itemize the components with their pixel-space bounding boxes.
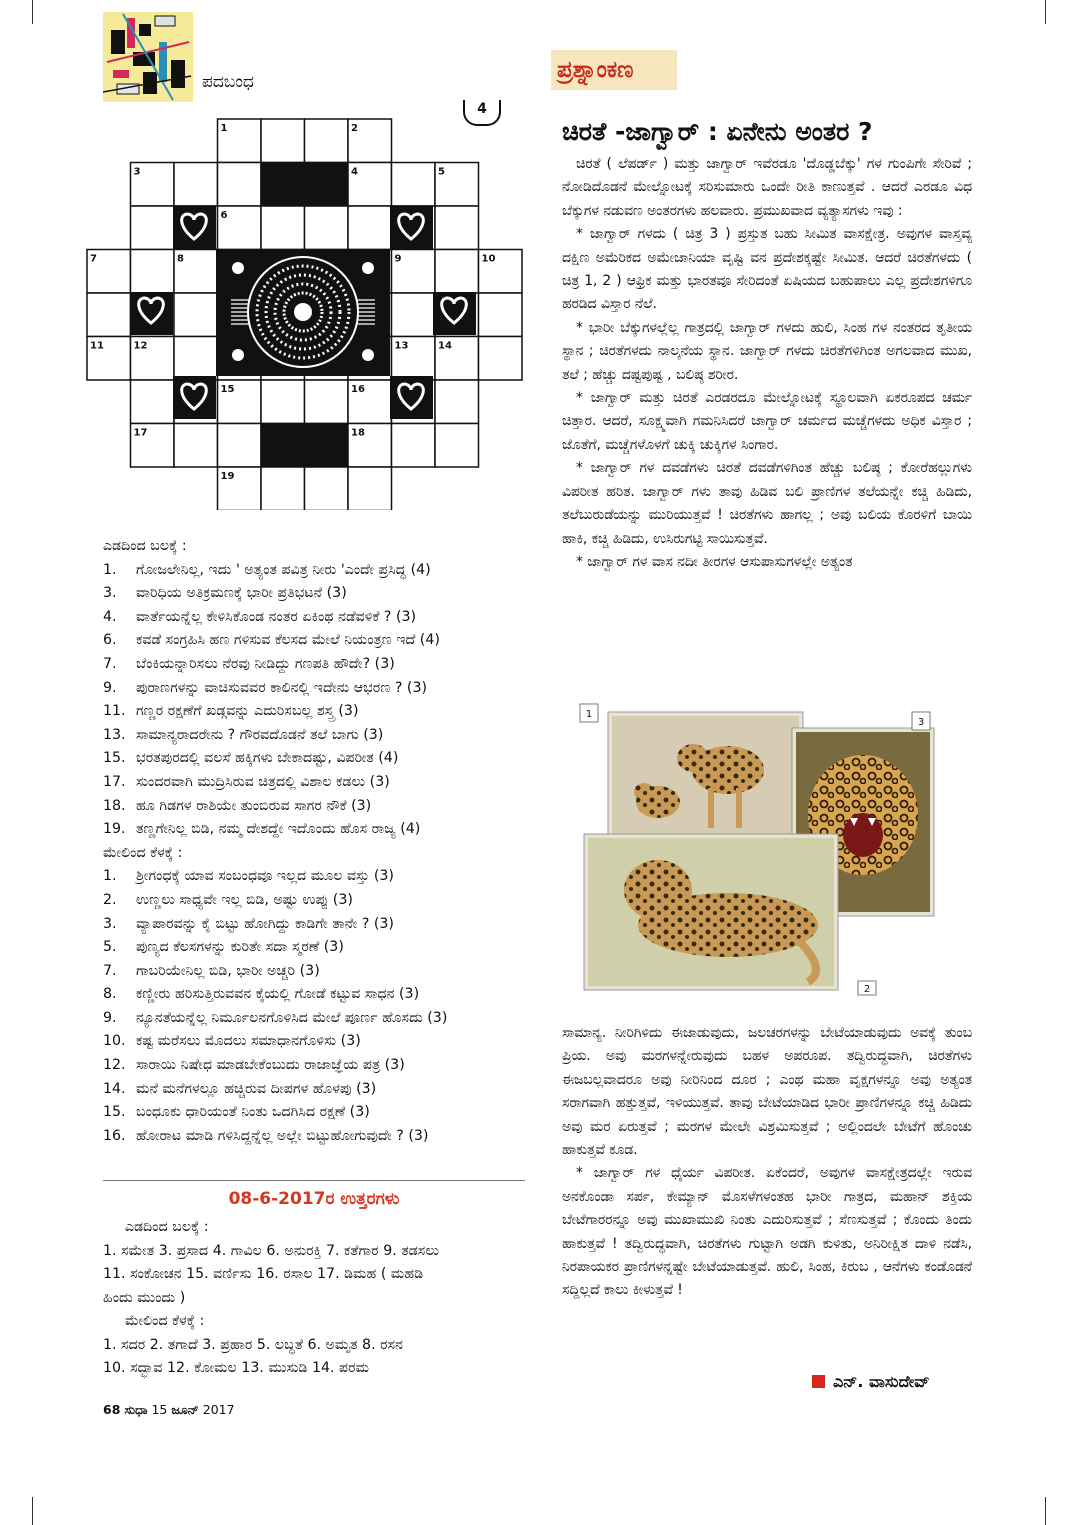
clue-text: ವ್ಯಾಪಾರವನ್ನು ಕೈ ಬಿಟ್ಟು ಹೋಗಿದ್ದು ಕಾಡಿಗೇ ತಾನೇ ? (3) [136,915,394,932]
clue-number: 4. [103,608,117,625]
grid-cell[interactable] [87,293,131,337]
answers-across-line: 11. ಸಂಕೋಚನ 15. ವರ್ಣಿಸು 16. ರಸಾಲ 17. ಡಿಮಹ ( ಮಹಡಿ [103,1266,424,1282]
author-name: ಎನ್. ವಾಸುದೇವ್ [833,1372,930,1391]
clue-number-label: 1 [220,123,228,134]
clue-text: ಕಷ್ಟ ಮರೆಸಲು ಮೊದಲು ಸಮಾಧಾನಗೊಳಿಸು (3) [136,1033,361,1050]
grid-cell[interactable] [131,250,175,294]
article-paragraph: ಚಿರತೆ ( ಲೆಪರ್ಡ್ ) ಮತ್ತು ಜಾಗ್ವಾರ್ ಇವೆರಡೂ 'ದೊಡ್ಡಬೆಕ್ಕು' ಗಳ ಗುಂಪಿಗೇ ಸೇರಿವೆ ; ನೋಡಿದೊಡನೆ ಮೇಲ್ನೋಟಕ್ಕೆ ಸರಿಸುಮಾರು ಒಂದೇ ರೀತಿ ಕಾಣುತ್ತವೆ . ಆದರೆ ಎರಡೂ ವಿಧ ಬೆಕ್ಕುಗಳ ನಡುವಣ ಅಂತರಗಳು ಹಲವಾರು. ಪ್ರಮುಖವಾದ ವ್ಯತ್ಯಾಸಗಳು ಇವು : [562,156,972,219]
clue-text: ಭರತಪುರದಲ್ಲಿ ವಲಸೆ ಹಕ್ಕಿಗಳು ಬೇಕಾದಷ್ಟು, ವಿಪರೀತ (4) [136,750,399,767]
clue-text: ಸುಂದರವಾಗಿ ಮುದ್ರಿಸಿರುವ ಚಿತ್ರದಲ್ಲಿ ವಿಶಾಲ ಕಡಲು (3) [136,773,390,790]
author-byline [812,1372,930,1392]
clue-number-label: 2 [351,123,358,134]
photo-badge [858,981,876,995]
across-clue [103,818,533,842]
svg-text:1: 1 [585,709,593,720]
clue-number-label: 11 [90,340,104,352]
black-square [261,163,305,207]
clue-text: ಬಂಧೂಕು ಧಾರಿಯಂತೆ ನಿಂತು ಒದಗಿಸಿದ ರಕ್ಷಣೆ (3) [136,1104,370,1121]
clue-number: 11. [103,703,126,720]
clue-number: 15. [103,750,126,767]
down-clue [103,936,533,960]
article-body-bottom [562,1022,972,1303]
answers-title: 08-6-2017ರ ಉತ್ತರಗಳು [228,1189,400,1209]
across-clue [103,724,533,748]
article-paragraph: * ಜಾಗ್ವಾರ್ ಗಳದು ( ಚಿತ್ರ 3 ) ಪ್ರಸ್ತುತ ಬಹು ಸೀಮಿತ ವಾಸಕ್ಷೇತ್ರ. ಅವುಗಳ ವಾಸ್ತವ್ಯ ದಕ್ಷಿಣ ಅಮೆರಿಕದ ಅಮೇಜಾನಿಯಾ ವೃಷ್ಟಿ ವನ ಪ್ರದೇಶಕ್ಕಷ್ಟೇ ಸೀಮಿತ. ಆದರೆ ಚಿರತೆಗಳದು ( ಚಿತ್ರ 1, 2 ) ಆಫ್ರಿಕ ಮತ್ತು ಭಾರತವೂ ಸೇರಿದಂತೆ ಏಷಿಯದ ಬಹುಪಾಲು ಎಲ್ಲ ಪ್ರದೇಶಗಳಿಗೂ ಹರಡಿದ ವಿಸ್ತಾರ ನೆಲೆ. [562,226,972,313]
clue-number: 14. [103,1080,126,1097]
down-clue [103,1030,533,1054]
svg-text:2: 2 [863,984,871,995]
grid-cell[interactable] [261,206,305,250]
clue-text: ಹೂ ಗಿಡಗಳ ರಾಶಿಯೇ ತುಂಬಿರುವ ಸಾಗರ ನೌಕೆ (3) [136,797,372,814]
across-clue [103,677,533,701]
grid-cell[interactable] [435,250,479,294]
answers-down-heading: ಮೇಲಿಂದ ಕೆಳಕ್ಕೆ : [125,1313,205,1329]
clue-number-label: 12 [133,340,148,352]
clue-number-label: 13 [394,340,409,352]
across-clue [103,629,533,653]
grid-cell[interactable] [392,293,436,337]
photo-leopard-lying [584,834,838,990]
clue-number: 16. [103,1127,126,1144]
grid-cell[interactable] [348,206,392,250]
clue-number: 19. [103,821,126,838]
grid-cell[interactable] [479,337,523,381]
grid-cell[interactable] [131,380,175,424]
grid-cell[interactable] [305,119,349,163]
clue-text: ಗಾಬರಿಯೇನಿಲ್ಲ ಬಿಡಿ, ಭಾರೀ ಅಚ್ಚರಿ (3) [136,962,320,979]
divider [103,1180,525,1181]
clue-text: ತಣ್ಣಗೇನಿಲ್ಲ ಬಿಡಿ, ನಮ್ಮ ದೇಶದ್ದೇ ಇದೊಂದು ಹೊಸ ರಾಜ್ಯ (4) [136,821,421,838]
clue-number: 1. [103,868,117,885]
center-motif [216,249,390,376]
crop-mark [1045,1497,1058,1525]
grid-cell[interactable] [305,206,349,250]
article-paragraph: * ಜಾಗ್ವಾರ್ ಮತ್ತು ಚಿರತೆ ಎರಡರದೂ ಮೇಲ್ನೋಟಕ್ಕೆ ಸ್ಥೂಲವಾಗಿ ಏಕರೂಪದ ಚರ್ಮ ಚಿತ್ತಾರ. ಆದರೆ, ಸೂಕ್ಷ್ಮವಾಗಿ ಗಮನಿಸಿದರೆ ಜಾಗ್ವಾರ್ ಚರ್ಮದ ಮಚ್ಚೆಗಳದು ಅಧಿಕ ವಿಸ್ತಾರ ; ಜೊತೆಗೆ, ಮಚ್ಚೆಗಳೊಳಗೆ ಚುಕ್ಕಿ ಚುಕ್ಕಿಗಳ ಸಿಂಗಾರ. [562,390,972,453]
photo-badge [580,704,598,722]
article-paragraph: * ಜಾಗ್ವಾರ್ ಗಳ ದವಡೆಗಳು ಚಿರತೆ ದವಡೆಗಳಿಗಿಂತ ಹೆಚ್ಚು ಬಲಿಷ್ಠ ; ಕೋರೆಹಲ್ಲುಗಳು ವಿಪರೀತ ಹರಿತ. ಜಾಗ್ವಾರ್ ಗಳು ತಾವು ಹಿಡಿವ ಬಲಿ ಪ್ರಾಣಿಗಳ ತಲೆಯನ್ನೇ ಕಚ್ಚಿ ಹಿಡಿದು, ತಲೆಬುರುಡೆಯನ್ನು ಮುರಿಯುತ್ತವೆ ! ಚಿರತೆಗಳು ಹಾಗಲ್ಲ ; ಅವು ಬಲಿಯ ಕೊರಳಿಗೆ ಬಾಯಿ ಹಾಕಿ, ಕಚ್ಚಿ ಹಿಡಿದು, ಉಸಿರುಗಟ್ಟಿ ಸಾಯಿಸುತ್ತವೆ. [562,460,972,547]
answers-down-line: 1. ಸದರ 2. ತಗಾದೆ 3. ಪ್ರಹಾರ 5. ಲಬ್ಧತೆ 6. ಅಮೃತ 8. ರಸನ [103,1336,404,1353]
down-clue [103,1054,533,1078]
clue-number: 6. [103,632,117,649]
clue-number: 15. [103,1104,126,1121]
across-clue [103,795,533,819]
clue-number: 13. [103,726,126,743]
grid-cell[interactable] [174,293,218,337]
magazine-name: ಸುಧಾ [124,1402,148,1417]
grid-cell[interactable] [348,467,392,510]
grid-cell[interactable] [261,119,305,163]
clue-number-label: 10 [481,253,496,265]
across-clue [103,582,533,606]
clue-number-label: 3 [133,166,141,178]
clue-text: ಮನೆ ಮನೆಗಳಲ್ಲೂ ಹಚ್ಚಿರುವ ದೀಪಗಳ ಹೊಳಪು (3) [136,1080,377,1097]
answers-block [103,1216,523,1381]
clue-text: ಸಾರಾಯಿ ನಿಷೇಧ ಮಾಡಬೇಕೆಂಬುದು ರಾಜಾಜ್ಞೆಯ ಪತ್ರ (3) [136,1057,405,1074]
down-clue [103,1125,533,1149]
across-clue [103,700,533,724]
puzzle-logo [103,12,193,102]
grid-cell[interactable] [174,337,218,381]
clue-number-label: 5 [438,166,445,178]
clue-number-label: 14 [438,340,452,352]
clue-text: ಗೋಜಲೇನಿಲ್ಲ, ಇದು ' ಅತ್ಯಂತ ಪವಿತ್ರ ನೀರು 'ಎಂದೇ ಪ್ರಸಿದ್ಧ (4) [136,561,431,578]
clue-text: ಹೋರಾಟ ಮಾಡಿ ಗಳಿಸಿದ್ದನ್ನೆಲ್ಲ ಅಲ್ಲೇ ಬಿಟ್ಟುಹೋಗುವುದೇ ? (3) [136,1127,429,1144]
clue-number-label: 16 [351,384,365,395]
clue-number-label: 17 [133,427,148,439]
clue-text: ವಾರಿಧಿಯ ಅತಿಕ್ರಮಣಕ್ಕೆ ಭಾರೀ ಪ್ರತಿಭಟನೆ (3) [136,585,347,602]
clue-number: 3. [103,915,117,932]
grid-cell[interactable] [261,380,305,424]
grid-cell[interactable] [392,163,436,207]
clue-number-label: 15 [220,384,235,395]
clue-number: 10. [103,1033,126,1050]
down-clue [103,1007,533,1031]
article-title: ಚಿರತೆ -ಜಾಗ್ವಾರ್ : ಏನೇನು ಅಂತರ ? [562,117,873,146]
grid-cell[interactable] [218,424,262,468]
svg-text:3: 3 [917,717,925,728]
heart-icon [433,292,476,335]
puzzle-title: ಪದಬಂಧ [202,72,254,92]
heart-icon [130,292,173,335]
down-clue [103,889,533,913]
clue-number: 1. [103,561,117,578]
grid-cell[interactable] [218,163,262,207]
byline-marker [812,1375,825,1388]
clue-text: ನ್ಯೂನತೆಯನ್ನೆಲ್ಲ ನಿರ್ಮೂಲನಗೊಳಿಸಿದ ಮೇಲೆ ಪೂರ್ಣ ಹೊಸದು (3) [136,1009,448,1026]
grid-cell[interactable] [392,424,436,468]
clue-text: ಬೆಂಕಿಯನ್ನಾರಿಸಲು ನೆರವು ನೀಡಿದ್ದು ಗಣಪತಿ ಹೌದೇ? (3) [136,655,395,672]
clue-text: ಪುಣ್ಯದ ಕೆಲಸಗಳನ್ನು ಕುರಿತೇ ಸದಾ ಸ್ಮರಣೆ (3) [136,939,344,956]
answers-down-line: 10. ಸದ್ಭಾವ 12. ಕೋಮಲ 13. ಮುಸುಡಿ 14. ಪರಮ [103,1360,370,1376]
grid-cell[interactable] [305,380,349,424]
page-footer [103,1402,235,1418]
grid-cell[interactable] [174,424,218,468]
across-clues [103,535,533,1148]
down-clue [103,1101,533,1125]
photo-badge [912,712,930,730]
clue-number-label: 18 [351,427,365,439]
grid-cell[interactable] [435,424,479,468]
heart-icon [173,376,216,419]
clue-number: 7. [103,655,117,672]
crossword-grid[interactable] [83,115,523,510]
clue-text: ಕವಡೆ ಸಂಗ್ರಹಿಸಿ ಹಣ ಗಳಿಸುವ ಕೆಲಸದ ಮೇಲೆ ನಿಯಂತ್ರಣ ಇದೆ (4) [136,632,440,649]
heart-icon [173,206,216,249]
article-paragraph: * ಜಾಗ್ವಾರ್ ಗಳ ಧೈರ್ಯ ವಿಪರೀತ. ಏಕೆಂದರೆ, ಅವುಗಳ ವಾಸಕ್ಷೇತ್ರದಲ್ಲೇ ಇರುವ ಅನಕೊಂಡಾ ಸರ್ಪ, ಕೇಮ್ಯಾನ್ ಮೊಸಳೆಗಳಂತಹ ಭಾರೀ ಗಾತ್ರದ, ಮಹಾನ್ ಶಕ್ತಿಯ ಬೇಟೆಗಾರರನ್ನೂ ಅವು ಮುಖಾಮುಖಿ ನಿಂತು ಎದುರಿಸುತ್ತವೆ ; ಸೆಣಸುತ್ತವೆ ; ಕೊಂದು ತಿಂದು ಹಾಕುತ್ತವೆ ! ತದ್ವಿರುದ್ಧವಾಗಿ, ಚಿರತೆಗಳು ಗುಟ್ಟಾಗಿ ಅಡಗಿ ಕುಳಿತು, ಅನಿರೀಕ್ಷಿತ ದಾಳಿ ನಡೆಸಿ, ನಿರಪಾಯಕರ ಪ್ರಾಣಿಗಳನ್ನಷ್ಟೇ ಬೇಟೆಯಾಡುತ್ತವೆ. ಹುಲಿ, ಸಿಂಹ, ಕಿರುಬ , ಆನೆಗಳು ಕಂಡೊಡನೆ ಸದ್ದಿಲ್ಲದೆ ಕಾಲು ಕೀಳುತ್ತವೆ ! [562,1165,972,1299]
grid-cell[interactable] [305,467,349,510]
black-square [261,424,305,468]
clue-text: ವಾರ್ತೆಯನ್ನೆಲ್ಲ ಕೇಳಿಸಿಕೊಂಡ ನಂತರ ಏಕಿಂಥ ನಡೆವಳಿಕೆ ? (3) [136,608,417,625]
down-clue [103,865,533,889]
clue-number-label: 6 [220,210,228,221]
clue-number: 18. [103,797,126,814]
down-heading: ಮೇಲಿಂದ ಕೆಳಕ್ಕೆ : [103,844,183,861]
grid-cell[interactable] [435,380,479,424]
clue-number: 17. [103,773,126,790]
across-clue [103,771,533,795]
grid-cell[interactable] [479,293,523,337]
across-clue [103,606,533,630]
answers-across-heading: ಎಡದಿಂದ ಬಲಕ್ಕೆ : [125,1219,209,1235]
clue-text: ಶ್ರೀಗಂಧಕ್ಕೆ ಯಾವ ಸಂಬಂಧವೂ ಇಲ್ಲದ ಮೂಲ ವಸ್ತು (3) [136,868,394,885]
black-square [305,424,349,468]
crop-mark [20,1497,33,1525]
clue-number-label: 4 [351,166,358,178]
clue-text: ಪುರಾಣಗಳನ್ನು ವಾಚಿಸುವವರ ಕಾಲಿನಲ್ಲಿ ಇದೇನು ಆಭರಣ ? (3) [136,679,428,696]
heart-icon [390,206,433,249]
grid-cell[interactable] [435,206,479,250]
across-clue [103,559,533,583]
across-clue [103,747,533,771]
puzzle-number-tab: 4 [463,100,501,126]
section-label: ಪ್ರಶ್ನಾಂಕಣ [551,50,677,90]
clue-number: 8. [103,986,117,1003]
page-number: 68 [103,1402,121,1417]
photo-leopard-mother-cub [608,712,803,844]
answers-across-line: ಹಿಂದು ಮುಂದು ) [103,1289,186,1306]
clue-text: ಉಣ್ಣಲು ಸಾಧ್ಯವೇ ಇಲ್ಲ ಬಿಡಿ, ಅಷ್ಟು ಉಪ್ಪು (3) [136,891,353,908]
clue-number: 3. [103,585,117,602]
clue-text: ಸಾಮಾನ್ಯರಾದರೇನು ? ಗೌರವದೊಡನೆ ತಲೆ ಬಾಗು (3) [136,726,384,743]
down-clue [103,983,533,1007]
article-paragraph: * ಜಾಗ್ವಾರ್ ಗಳ ವಾಸ ನದೀ ತೀರಗಳ ಆಸುಪಾಸುಗಳಲ್ಲೇ ಅತ್ಯಂತ [576,553,853,570]
crop-mark [1045,0,1058,24]
grid-cell[interactable] [131,206,175,250]
clue-number: 5. [103,939,117,956]
clue-number: 9. [103,679,117,696]
clue-number: 12. [103,1057,126,1074]
crop-mark [20,0,33,24]
clue-number: 7. [103,962,117,979]
clue-text: ಗಣ್ಣರ ರಕ್ಷಣೆಗೆ ಖಡ್ಗವನ್ನು ಎದುರಿಸಬಲ್ಲ ಶಸ್ತ್ರ (3) [136,703,359,720]
clue-number: 9. [103,1009,117,1026]
article-body-top [562,153,972,574]
issue-month: ಜೂನ್ [171,1402,199,1417]
answers-across-line: 1. ಸಮೇತ 3. ಪ್ರಸಾದ 4. ಗಾವಿಲ 6. ಅನುರಕ್ತಿ 7. ಕತೆಗಾರ 9. ತಡಸಲು [103,1242,440,1259]
black-square [305,163,349,207]
down-clue [103,960,533,984]
across-clue [103,653,533,677]
clue-number-label: 8 [177,253,184,265]
issue-day: 15 [151,1402,168,1417]
grid-cell[interactable] [261,467,305,510]
down-clue [103,1078,533,1102]
clue-number: 2. [103,891,117,908]
clue-number-label: 19 [220,471,235,482]
issue-year: 2017 [202,1402,235,1417]
clue-number-label: 7 [90,253,97,265]
article-paragraph: * ಭಾರೀ ಬೆಕ್ಕುಗಳಲ್ಲೆಲ್ಲ ಗಾತ್ರದಲ್ಲಿ ಜಾಗ್ವಾರ್ ಗಳದು ಹುಲಿ, ಸಿಂಹ ಗಳ ನಂತರದ ತೃತೀಯ ಸ್ಥಾನ ; ಚಿರತೆಗಳದು ನಾಲ್ಕನೆಯ ಸ್ಥಾನ. ಜಾಗ್ವಾರ್ ಗಳದು ಚಿರತೆಗಳಿಗಿಂತ ಅಗಲವಾದ ಮುಖ, ತಲೆ ; ಹೆಚ್ಚು ದಷ್ಟಪುಷ್ಟ , ಬಲಿಷ್ಠ ಶರೀರ. [562,319,972,383]
heart-icon [390,376,433,419]
leopard-jaguar-photos [578,700,966,996]
down-clue [103,913,533,937]
clue-number-label: 9 [394,253,402,265]
grid-cell[interactable] [174,163,218,207]
clue-text: ಕಣ್ಣೀರು ಹರಿಸುತ್ತಿರುವವನ ಕೈಯಲ್ಲಿ ಗೋಡೆ ಕಟ್ಟುವ ಸಾಧನ (3) [136,986,420,1003]
across-heading: ಎಡದಿಂದ ಬಲಕ್ಕೆ : [103,538,187,554]
article-paragraph: ಸಾಮಾನ್ಯ. ನೀರಿಗಿಳಿದು ಈಜಾಡುವುದು, ಜಲಚರಗಳನ್ನು ಬೇಟೆಯಾಡುವುದು ಅವಕ್ಕೆ ತುಂಬ ಪ್ರಿಯ. ಅವು ಮರಗಳನ್ನೇರುವುದು ಬಹಳ ಅಪರೂಪ. ತದ್ವಿರುದ್ಧವಾಗಿ, ಚಿರತೆಗಳು ಈಜಬಲ್ಲವಾದರೂ ಅವು ನೀರಿನಿಂದ ದೂರ ; ಎಂಥ ಮಹಾ ವೃಕ್ಷಗಳನ್ನೂ ಅವು ಅತ್ಯಂತ ಸರಾಗವಾಗಿ ಹತ್ತುತ್ತವೆ, ಇಳಿಯುತ್ತವೆ. ತಾವು ಬೇಟೆಯಾಡಿದ ಭಾರೀ ಪ್ರಾಣಿಗಳನ್ನೂ ಕಚ್ಚಿ ಹಿಡಿದು ಅವು ಮರ ಏರುತ್ತವೆ ; ಮರಗಳ ಮೇಲೇ ವಿಶ್ರಮಿಸುತ್ತವೆ ; ಅಲ್ಲಿಂದಲೇ ಬೇಟೆಗೆ ಹೊಂಚು ಹಾಕುತ್ತವೆ ಕೂಡ. [562,1025,972,1159]
